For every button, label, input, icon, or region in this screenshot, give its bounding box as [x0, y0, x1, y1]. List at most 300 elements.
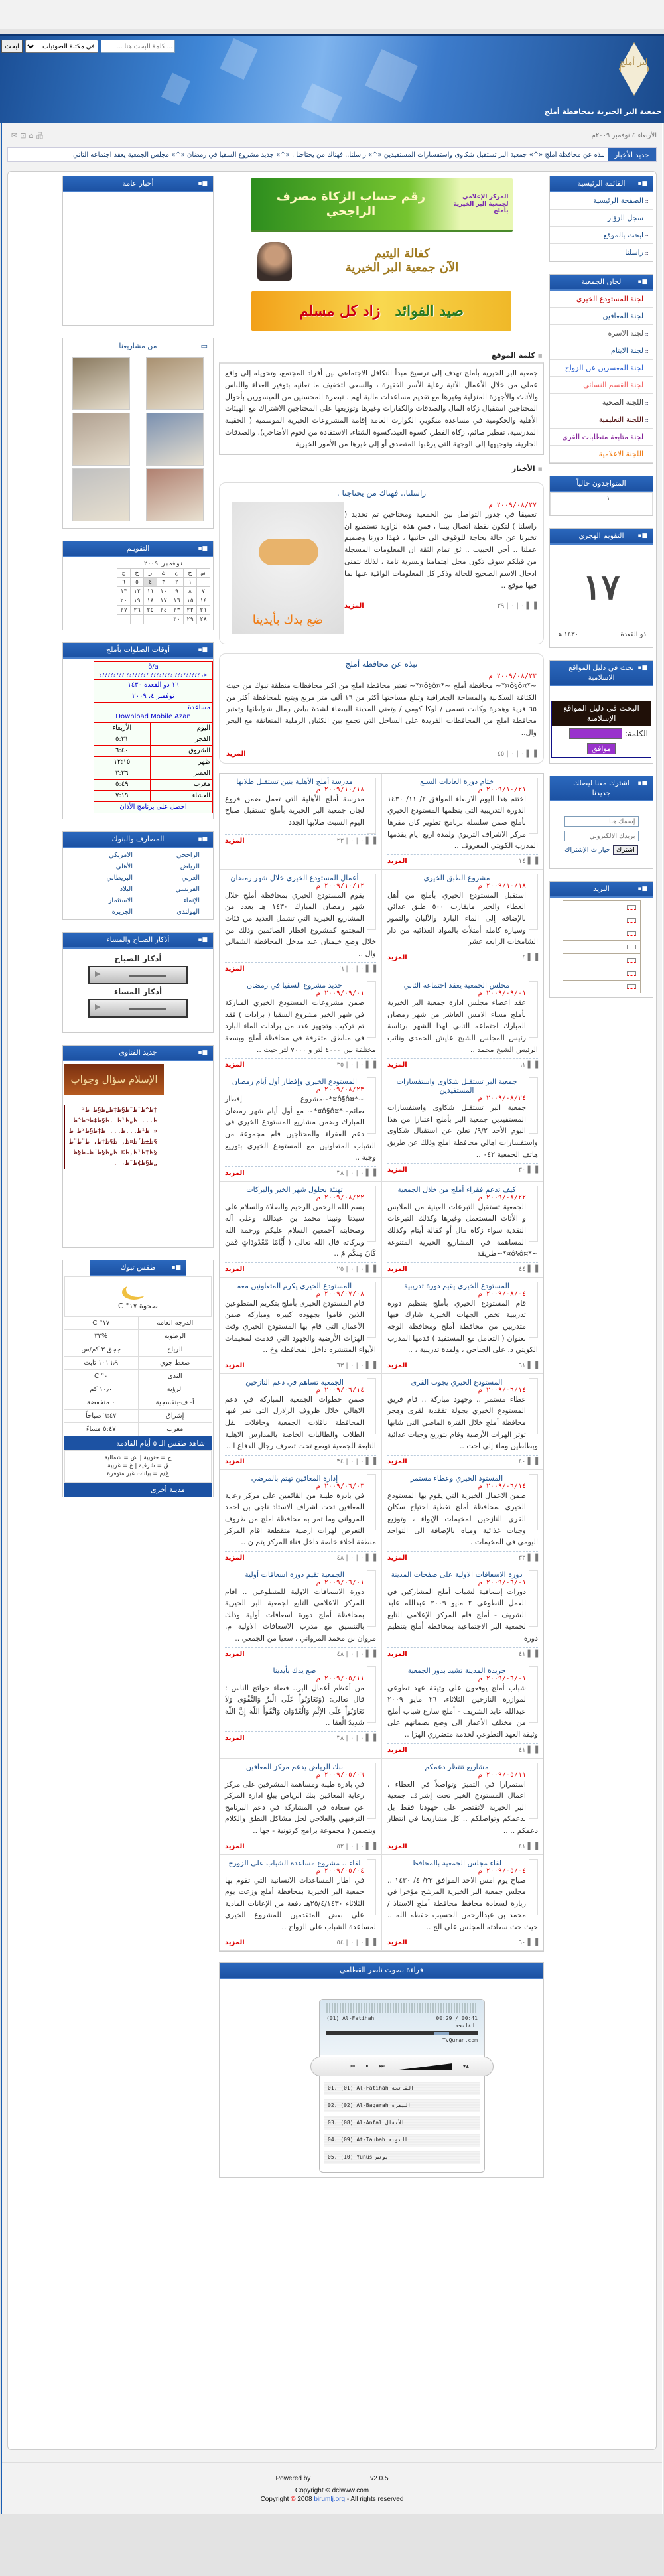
news-grid-item	[220, 1759, 381, 1855]
calendar-day[interactable]: ٢٠	[117, 596, 131, 606]
azkar-box	[62, 932, 214, 1033]
news-grid-item	[381, 1759, 543, 1855]
general-news-header: ■▪ أخبار عامة	[63, 176, 213, 192]
committee-item[interactable]: :: اللجنة التعليمية	[550, 411, 653, 429]
orphan-banner[interactable]: كفالة اليتيم الآن جمعية البر الخيرية	[251, 238, 513, 285]
calendar-day[interactable]: ٢١	[197, 606, 210, 615]
news-grid-item	[220, 1073, 381, 1182]
weekday-label: ح	[184, 569, 197, 578]
bank-link[interactable]: البلاد	[119, 886, 133, 894]
prayer-time: ٣:٢٦	[94, 768, 151, 780]
stats-icon: ▐▌	[525, 1061, 538, 1069]
mail-box	[549, 881, 653, 998]
weather-label: الرطوبة	[138, 1330, 212, 1343]
news-date: ٢٠٠٩/٠٩/٠١ م	[316, 990, 364, 998]
committee-item[interactable]: :: لجنة متابعة متطلبات القرى	[550, 429, 653, 446]
stats-icon: ▐▌	[364, 1265, 376, 1273]
news-item-title[interactable]: لقاء مجلس الجمعية بالمحافظ	[411, 1858, 502, 1867]
azkar-header: ■▪ أذكار الصباح والمساء	[63, 933, 213, 949]
bank-link[interactable]: الإنماء	[183, 897, 200, 905]
more-link[interactable]: المزيد	[225, 1061, 245, 1069]
news-date: ٢٠٠٩/٠٨/٢٤ م	[478, 1095, 526, 1103]
weather-value: ٠ منخفضة	[64, 1396, 139, 1410]
calendar-day[interactable]: ١٣	[117, 587, 131, 596]
news-thumbnail[interactable]	[367, 1763, 376, 1819]
bank-link[interactable]: الرياض	[180, 863, 200, 871]
directory-box	[549, 660, 653, 764]
news-item-title[interactable]: المستود الخيري وعطاء مستمر	[410, 1473, 503, 1483]
news-thumbnail[interactable]	[367, 778, 376, 834]
sitemap-icon[interactable]: 品	[36, 131, 44, 140]
news-thumbnail[interactable]	[529, 1570, 538, 1627]
news-thumbnail[interactable]	[367, 1474, 376, 1530]
mail-row[interactable]	[563, 940, 641, 953]
news-thumbnail[interactable]	[529, 1763, 538, 1819]
weather-value: %٣٢	[64, 1330, 139, 1343]
calendar-day[interactable]: ٧	[197, 587, 210, 596]
weather-box	[62, 1260, 214, 1497]
menu-item-guestbook[interactable]: :: سجل الزوّار	[550, 210, 653, 227]
subscribe-email-input[interactable]	[564, 831, 639, 841]
more-link[interactable]: المزيد	[225, 1169, 245, 1177]
calendar-day[interactable]: ٥	[131, 578, 144, 587]
news-thumbnail[interactable]	[367, 1282, 376, 1338]
ticker-label: جديد الأخبار	[608, 148, 656, 161]
weather-header: ■▪ طقس تبوك	[90, 1260, 186, 1276]
banks-list	[63, 848, 213, 919]
mail-row[interactable]	[563, 953, 641, 967]
prayer-time: ٧:١٩	[94, 791, 151, 802]
news-text: في بادرة طيبة ومساهمة المشرفين على مركز رعاية المعاقين بنك الرياض يبلغ ادارة المركز عن سعادة في المشاركة في دعم البرنامج الترفيهي والعلاجي لحل مشاكل النطق والكلام ويتضمن ( مجموعة برامج كرتونية - جها ..	[225, 1779, 376, 1835]
site-logo[interactable]	[615, 41, 652, 102]
news-text: استمرارا في التميز وتواصلاً في العطاء ، اعمال المستودع الخير تحت إشراف جمعية البر الخيرية لاتقتصر على جهودنا فقط بل بدعمكم وتواصلكم .. كل مشاريعنا في انتظار دعمكم .. ..	[387, 1779, 538, 1835]
subscribe-box	[549, 776, 653, 869]
news-text: قام المستودع الخيرى بأملج بتكريم المتطوعين الذين قاموا بجهوده كبيره ومباركه ضمن الأعمال التى قام بها المستودع الخيري وقت الهزات الأرضية والجهود التي قدمت لمخيمات الأيواء المنتشره داخل المحافظه وخ ..	[225, 1298, 376, 1355]
news-item-title[interactable]: مشاريع تنتظر دعمكم	[425, 1762, 489, 1771]
news-item-title[interactable]: بنك الرياض يدعم مركز المعاقين	[245, 1762, 344, 1771]
news-thumbnail[interactable]	[367, 1186, 376, 1242]
news-meta: ▐▌ ٦١	[518, 1061, 538, 1069]
zakat-banner[interactable]: المركز الإعلامي لجمعية البر الخيرية بأملج رقم حساب الزكاة مصرف الراجحي	[251, 178, 513, 232]
top-divider	[0, 29, 664, 34]
playlist-track[interactable]: 04. (09) At-Taubah التوبة	[324, 2134, 480, 2147]
volume-slider[interactable]	[399, 2063, 452, 2070]
news-date: ٢٠٠٩/٠٨/٢٣ م	[488, 672, 537, 680]
morning-azkar-player[interactable]	[88, 966, 188, 984]
dateline	[2, 123, 662, 147]
news-thumbnail[interactable]	[529, 1859, 538, 1915]
news-thumbnail[interactable]	[367, 981, 376, 1038]
bank-link[interactable]: الراجحي	[176, 852, 200, 860]
box-dots-icon: ■▪	[637, 780, 647, 787]
news-item-title[interactable]: المستودع الخيري يكرم المتعاونين معه	[237, 1281, 352, 1290]
weather-value: ١٠٫٠ كم	[64, 1383, 139, 1396]
ticker-items[interactable]: نبذه عن محافظة أملج «^» جمعية البر تستقبل شكاوى واستفسارات المستفيدين «^» راسلنا.. فهناك من يحتاجنا . «^» جديد مشروع السقيا في رمضان «^» مجلس الجمعية يعقد اجتماعه الثاني	[73, 151, 605, 159]
calendar-day[interactable]: ١٥	[184, 596, 197, 606]
weather-label: إشراق	[138, 1410, 212, 1423]
calendar-day[interactable]: ١٢	[131, 587, 144, 596]
calendar-day[interactable]: ٢٧	[117, 606, 131, 615]
calendar-day[interactable]: ١٨	[144, 596, 157, 606]
mail-icon[interactable]: ✉	[11, 131, 18, 140]
project-thumbnail[interactable]	[72, 468, 130, 521]
more-link[interactable]: المزيد	[225, 1361, 245, 1369]
main-content	[7, 171, 657, 2450]
committee-item[interactable]: :: لجنة المعسرين عن الزواج	[550, 360, 653, 377]
more-link[interactable]: المزيد	[387, 1746, 407, 1754]
project-thumbnail[interactable]	[146, 413, 204, 466]
news-item-title[interactable]: ختام دورة العادات السبع	[420, 777, 494, 786]
playlist-track[interactable]: 05. (10) Yunus يونس	[324, 2151, 480, 2164]
menu-item-search[interactable]: :: ابحث بالموقع	[550, 227, 653, 244]
more-link[interactable]: المزيد	[387, 1938, 407, 1946]
prayer-box	[62, 642, 214, 819]
prayer-time: ٦:٤٠	[94, 746, 151, 757]
calendar-day[interactable]: ٢٦	[131, 606, 144, 615]
expand-icon[interactable]: ▾▴	[462, 2063, 469, 2070]
news-item-title[interactable]: المستودع الخيري يجوب القرى	[411, 1377, 503, 1387]
news-meta: ▐▌ ٠ | ٠ | ٣٩	[497, 602, 537, 610]
box-dots-icon: ■▪	[198, 647, 208, 653]
stats-icon: ▐▌	[525, 953, 538, 961]
news-thumbnail[interactable]	[529, 1378, 538, 1434]
project-thumbnail[interactable]	[72, 357, 130, 410]
evening-azkar-label: أذكار المساء	[113, 987, 163, 997]
bank-link[interactable]: الأهلي	[115, 863, 133, 871]
get-azan-app-link[interactable]: احصل على برنامج الأذان	[94, 802, 213, 813]
general-news-body	[63, 192, 213, 325]
calendar-header: ■▪ التقويـم	[63, 541, 213, 557]
search-input[interactable]	[101, 40, 175, 53]
news-meta: ▐▌ ٠ | ٠ | ٢٥	[336, 1265, 376, 1273]
hijri-year: ١٤٣٠ هـ	[557, 631, 578, 638]
news-thumbnail[interactable]	[529, 874, 538, 930]
banks-box	[62, 831, 214, 920]
box-dots-icon: ■▪	[637, 665, 647, 671]
news-date: ٢٠٠٩/٠٦/٠١ م	[478, 1674, 526, 1682]
subscribe-button[interactable]: اشترك	[613, 845, 638, 855]
home-icon[interactable]: ⌂	[29, 131, 34, 140]
news-date: ٢٠٠٩/١٠/١٨ م	[316, 785, 364, 793]
envelope-icon	[627, 958, 636, 963]
more-link[interactable]: المزيد	[225, 1554, 245, 1562]
more-link[interactable]: المزيد	[225, 1938, 245, 1946]
calendar-day[interactable]: ٢٥	[144, 606, 157, 615]
site-link[interactable]: birumlj.org	[314, 2496, 346, 2503]
equalizer	[326, 2003, 478, 2013]
calendar-day[interactable]: ١٩	[131, 596, 144, 606]
calendar-day[interactable]: ١	[184, 578, 197, 587]
calendar-day[interactable]: ١٤	[197, 596, 210, 606]
news-meta: ▐▌ ٠ | ٠ | ٢٣	[336, 837, 376, 845]
bank-link[interactable]: الامريكي	[109, 852, 133, 860]
news-grid-item	[220, 977, 381, 1073]
news-item-title[interactable]: جريدة المدينة تشيد بدور الجمعية	[407, 1666, 506, 1675]
news-meta: ▐▌ ٣٣	[518, 1554, 538, 1562]
stats-icon: ▐▌	[525, 1842, 538, 1850]
search-button[interactable]: ابحث	[1, 40, 23, 53]
committee-item[interactable]: :: اللجنة الصحية	[550, 394, 653, 411]
news-text: اختتم هذا اليوم الاربعاء الموافق ٢/ ١١/ ١٤٣٠ الدورة التدريبية التى ينظمها المستودع الخيري بأملج ضمن سلسلة برنامج تطوير كان مقرها مركز الاشراف التربوي ولمدة اربع ايام يقدمها المدرب الكويتي المعروف ..	[387, 794, 538, 850]
committee-item[interactable]: :: لجنة الايتام	[550, 342, 653, 360]
main-menu-box	[549, 176, 653, 262]
news-thumbnail[interactable]	[367, 1378, 376, 1434]
news-text: ضمن مشروعات المستودع الخيري المباركة في شهر الخير مشروع السقيا ( برادات ) فقد تم تركيب وتجهيز عدد من برادات الماء البارد في مناطق متفرقة في محافظة أملج وبسعة مختلفة بين ٤٠٠٠ لتر و ٧٠٠٠ لتر حيث ..	[225, 998, 376, 1054]
calendar-day[interactable]: ٨	[184, 587, 197, 596]
featured-image[interactable]	[232, 502, 344, 634]
project-thumbnail[interactable]	[146, 357, 204, 410]
site-word-text: جمعية البر الخيرية بأملج تهدف إلى ترسيخ مبدأ التكافل الاجتماعي بين أفراد المجتمع، وتحويله إلى واقع عملي من خلال الأعمال الآتية رعاية الأسر الفقيرة ، والسعي لتخفيف ما تعانيه بتوفير الغذاء واللباس والأثاث والأجهزة المنزلية وغيرها مع تقديم مساعدات مالية لهم . تبصرة المحسنين من الميسورين بأحوال المحتاجين استقبال زكاة المال والصدقات والكفارات وغيرها وتوزيعها على المحتاجين الاشتراك مع الهيئات الأهلية والحكومية في مساعدة منكوبي الكوارث العامة إقامة المشروعات الخيرية الموسمية ( الحقيبة المدرسية، تفطير صائم، زكاة الفطر، كسوة العيد،كسوة الشتاء، الاستفادة من لحوم الأضاحي)، والصدقات الجارية، وتوجيهها إلى الوجهة التي يرغبها المتصدق أو إلى غيرها من الأمور الخيرية	[219, 362, 544, 455]
weekday-label: ث	[157, 569, 170, 578]
calendar-day	[131, 615, 144, 624]
directory-keyword-label: الكلمة:	[624, 729, 648, 739]
news-meta: ▐▌ ٤١	[518, 1746, 538, 1754]
news-item-title[interactable]: ضع يدك بأيدينا	[273, 1666, 316, 1675]
news-thumbnail[interactable]	[367, 1570, 376, 1627]
news-grid-item	[381, 1566, 543, 1662]
news-item-title[interactable]: مدرسة أملج الأهلية بنين تستقبل طلابها	[236, 777, 353, 786]
more-link[interactable]: المزيد	[387, 857, 407, 865]
project-thumbnail[interactable]	[146, 468, 204, 521]
download-azan-link[interactable]: Download Mobile Azan	[115, 713, 191, 721]
more-link[interactable]: المزيد	[225, 965, 245, 973]
news-thumbnail[interactable]	[529, 1077, 538, 1134]
box-dots-icon: ■▪	[637, 886, 647, 893]
more-link[interactable]: المزيد	[387, 1265, 407, 1273]
stats-icon: ▐▌	[364, 1735, 376, 1743]
online-box	[549, 476, 653, 516]
calendar-day[interactable]: ٢٩	[184, 615, 197, 624]
weekday-label: س	[197, 569, 210, 578]
news-grid-item	[220, 1278, 381, 1374]
news-meta: ▐▌ ٠ | ٠ | ٤٨	[336, 1554, 376, 1562]
stats-icon: ▐▌	[364, 1938, 376, 1946]
more-link[interactable]: المزيد	[225, 1457, 245, 1465]
news-thumbnail[interactable]	[529, 981, 538, 1038]
news-item-title[interactable]: المستودع الخيري يقيم دورة تدريبية	[404, 1281, 509, 1290]
prayer-header: ■▪ أوقات الصلوات بأملج	[63, 643, 213, 659]
weekday-label: خ	[131, 569, 144, 578]
more-link[interactable]: المزيد	[387, 1842, 407, 1850]
mail-row[interactable]	[563, 900, 641, 914]
news-item-title[interactable]: إدارة المعاقين تهتم بالمرضي	[251, 1473, 338, 1483]
news-item-title[interactable]: دورة الاسعافات الاولية على صفحات المدينة	[391, 1570, 523, 1579]
fatwa-banner-image[interactable]: الإسلام سؤال وجواب	[64, 1064, 164, 1095]
more-link[interactable]: المزيد	[225, 1735, 245, 1743]
menu-item-home[interactable]: :: الصفحة الرئيسية	[550, 192, 653, 210]
media-center-logo: المركز الإعلامي لجمعية البر الخيرية بأملج	[453, 193, 509, 215]
previous-icon[interactable]: ⏮	[350, 2063, 356, 2070]
more-link[interactable]: المزيد	[387, 1650, 407, 1658]
playlist-track[interactable]: 03. (08) Al-Anfal الأنفال	[324, 2116, 480, 2130]
calendar-day[interactable]: ٣٠	[170, 615, 184, 624]
playlist-track[interactable]: 02. (02) Al-Baqarah البقرة	[324, 2099, 480, 2112]
weather-value: ٥:٤٧ مساءً	[64, 1423, 139, 1436]
forecast-link[interactable]: شاهد طقس الـ ٥ أيام القادمة	[64, 1436, 212, 1450]
envelope-icon	[627, 984, 636, 989]
more-link[interactable]: المزيد	[387, 953, 407, 961]
news-item-title[interactable]: كيف تدعم فقراء أملج من خلال الجمعية	[397, 1185, 516, 1194]
next-icon[interactable]: ⏭	[379, 2063, 385, 2070]
stats-icon: ▐▌	[364, 1554, 376, 1562]
mail-row[interactable]	[563, 927, 641, 940]
prayer-greg-date: نوفمبر ٤، ٢٠٠٩	[94, 691, 213, 703]
calendar-day[interactable]: ١٧	[157, 596, 170, 606]
more-link[interactable]: المزيد	[344, 602, 364, 610]
news-grid-item	[381, 1374, 543, 1470]
bank-link[interactable]: الهولندي	[176, 908, 200, 916]
site-word-title: ▪ كلمة الموقع	[220, 351, 543, 360]
evening-azkar-player[interactable]	[88, 999, 188, 1018]
envelope-icon	[627, 971, 636, 976]
weekday-label: ر	[144, 569, 157, 578]
news-item-title[interactable]: الجمعية تقيم دورة اسعافات أولية	[245, 1570, 344, 1579]
news-text: يقوم المستودع الخيري بمحافظة أملج خلال شهر رمضان المبارك ١٤٣٠ هـ بعدد من المشاريع الخيرية التي تشمل العديد من فئات المجتمع كمشروع افطار الصائمين وذلك من خلال وضع خيمتان عند مدخل المحافظة الشمالي وال ..	[225, 890, 376, 958]
news-thumbnail[interactable]	[529, 1666, 538, 1723]
committee-item[interactable]: :: لجنة المعاقين	[550, 308, 653, 325]
pause-icon[interactable]: ⏸	[365, 2063, 369, 2070]
news-meta: ▐▌ ٦١	[518, 1361, 538, 1369]
news-date: ٢٠٠٩/١٠/١٢ م	[316, 882, 364, 890]
box-dots-icon: ■▪	[637, 180, 647, 187]
news-item-title[interactable]: مجلس الجمعية يعقد اجتماعه الثاني	[403, 981, 510, 990]
other-city-link[interactable]: مدينة أخرى	[64, 1483, 212, 1497]
committee-item[interactable]: :: لجنة القسم النسائي	[550, 377, 653, 394]
news-text: ضمن خطوات الجمعية المباركة في دعم الاهالي خلال ظروف الزلازل التى تمر فيها المحافظة ناقلات الجمعية وحافلات نقل الطلاب والطالبات الخاصة بالمدارس الاهلية التابعة للجمعية توضع تحت تصرف رجال الدفاع ا ..	[225, 1394, 376, 1451]
more-link[interactable]: المزيد	[226, 750, 246, 758]
more-link[interactable]: المزيد	[387, 1457, 407, 1465]
calendar-day[interactable]: ٤	[144, 578, 157, 587]
news-meta: ▐▌ ٠ | ٠ | ٣٨	[336, 1169, 376, 1177]
stats-icon: ▐▌	[364, 1842, 376, 1850]
news-item-title[interactable]: أعمال المستودع الخيري خلال شهر رمضان	[230, 873, 359, 882]
news-thumbnail[interactable]	[367, 874, 376, 930]
stats-icon: ▐▌	[525, 857, 538, 865]
stats-icon: ▐▌	[525, 1361, 538, 1369]
menu-item-contact[interactable]: :: راسلنا	[550, 244, 653, 261]
help-link[interactable]: مساعدة	[188, 704, 210, 712]
calendar-day[interactable]: ٢٨	[197, 615, 210, 624]
saaid-banner[interactable]: صيد الفوائد زاد كل مسلم	[251, 291, 511, 331]
calendar-day[interactable]: ١٦	[170, 596, 184, 606]
news-meta: ▐▌ ١٤	[518, 857, 538, 865]
weather-value: ١٠١٦٫٩ ثابت	[64, 1357, 139, 1370]
stats-icon: ▐▌	[364, 1361, 376, 1369]
news-thumbnail[interactable]	[529, 778, 538, 834]
calendar-day[interactable]: ٢٣	[170, 606, 184, 615]
news-item-title[interactable]: المستودع الخيري وإفطار أول أيام رمضان	[232, 1077, 358, 1087]
news-date: ٢٠٠٩/٠٥/١١ م	[316, 1674, 364, 1682]
news-thumbnail[interactable]	[367, 1666, 376, 1723]
progress-bar[interactable]	[326, 2031, 478, 2035]
committee-item[interactable]: :: لجنة الاسرة	[550, 325, 653, 342]
news-thumbnail[interactable]	[367, 1077, 376, 1134]
more-link[interactable]: المزيد	[225, 837, 245, 845]
player-brand: TvQuran.com	[442, 2037, 478, 2043]
bank-link[interactable]: الاستثمار	[108, 897, 133, 905]
stats-icon: ▐▌	[525, 1457, 538, 1465]
news-date: ٢٠٠٩/٠٨/٢٢ م	[316, 1193, 364, 1201]
fatwa-text[interactable]: †ط^ط¯ط¨ط§ط‡ظ„ظ§ط ط²ط... ظ„ظ¹ط .ط§ط‡ط¬ط^ط « ظ¹ط...ظ... ظ‡ط§ط³ط ط§ط±ط´ط¤ظ‚ ط§ط†ط، ط¨ط¨ط§ظ†ط¹ظ‚ط© ظ„ظ§ط´ظ…ط§ظ„ط§ظ¢ط¨ط، .	[64, 1105, 164, 1169]
news-item-title[interactable]: جمعية البر تستقبل شكاوى واستفسارات المستفيدين	[396, 1077, 517, 1095]
weather-label: الرؤية	[138, 1383, 212, 1396]
calendar-day[interactable]: ١٠	[157, 587, 170, 596]
box-dots-icon: ■▪	[198, 937, 208, 944]
calendar-day[interactable]: ١١	[144, 587, 157, 596]
news-item-title[interactable]: تهنئة بحلول شهر الخير والبركات	[246, 1185, 343, 1194]
more-link[interactable]: المزيد	[225, 1842, 245, 1850]
featured-title[interactable]: نبذه عن محافظة أملج	[345, 659, 418, 669]
news-thumbnail[interactable]	[529, 1282, 538, 1338]
news-item-title[interactable]: الجمعية تساهم في دعم النازحين	[245, 1377, 344, 1387]
calendar-day[interactable]: ٢٢	[184, 606, 197, 615]
search-scope-select[interactable]	[25, 40, 98, 53]
news-thumbnail[interactable]	[367, 1859, 376, 1915]
more-link[interactable]: المزيد	[387, 1061, 407, 1069]
news-grid-item	[381, 977, 543, 1073]
directory-keyword-input[interactable]	[569, 728, 622, 739]
fatwa-header: ■▪ جديد الفتاوى	[63, 1046, 213, 1061]
bank-link[interactable]: العربي	[181, 874, 200, 882]
more-link[interactable]: المزيد	[225, 1650, 245, 1658]
project-thumbnail[interactable]	[72, 413, 130, 466]
committee-item[interactable]: :: لجنة المستودع الخيري	[550, 291, 653, 308]
envelope-icon	[627, 931, 636, 936]
news-text: في بادرة طيبة من القائمين على مركز رعاية المعاقين تحت اشراف الاستاذ ناجي بن احمد المرواني وما تمر به محافظة املج من ظروف التعرض لهزات ارضية متقطعة اقام المركز منطقة اخلاء خاصة داخل فناء المركز يتم ن ..	[225, 1491, 376, 1547]
hijri-box	[549, 528, 653, 648]
news-item-title[interactable]: لقاء .. مشروع مساعدة الشباب على الزورج	[228, 1858, 361, 1867]
news-item-title[interactable]: مشروع الطبق الخيري	[423, 873, 490, 882]
mail-row[interactable]	[563, 967, 641, 980]
bank-link[interactable]: البريطاني	[106, 874, 133, 882]
calendar-day[interactable]: ٢	[170, 578, 184, 587]
committee-item[interactable]: :: اللجنة الاعلامية	[550, 446, 653, 463]
news-item-title[interactable]: جديد مشروع السقيا في رمضان	[246, 981, 343, 990]
calendar-day[interactable]: ٦	[117, 578, 131, 587]
image-calligraphy: ضع يدك بأيدينا	[252, 612, 324, 627]
stats-icon: ▐▌	[364, 1650, 376, 1658]
bank-link[interactable]: الجزيرة	[111, 908, 133, 916]
more-link[interactable]: المزيد	[387, 1166, 407, 1174]
stats-icon: ▐▌	[525, 1650, 538, 1658]
news-thumbnail[interactable]	[529, 1186, 538, 1242]
more-link[interactable]: المزيد	[387, 1361, 407, 1369]
stats-icon: ▐▌	[364, 837, 376, 845]
mail-row[interactable]	[563, 914, 641, 927]
featured-title[interactable]: راسلنا.. فهناك من يحتاجنا .	[336, 488, 427, 498]
calendar-day[interactable]: ٢٤	[157, 606, 170, 615]
more-link[interactable]: المزيد	[387, 1554, 407, 1562]
online-header: المتواجدون حالياً	[550, 476, 653, 492]
bank-link[interactable]: الفرنسي	[175, 886, 200, 894]
news-thumbnail[interactable]	[529, 1474, 538, 1530]
mail-row[interactable]	[563, 980, 641, 993]
news-date: ٢٠٠٩/٠٥/١١ م	[478, 1771, 526, 1779]
main-menu-header: ■▪ القائمة الرئيسية	[550, 176, 653, 192]
favorite-icon[interactable]: ⊡	[20, 131, 27, 140]
directory-submit-button[interactable]: موافق	[587, 743, 616, 754]
news-meta: ▐▌ ٣٠	[518, 1166, 538, 1174]
news-text: تعميقا في جذور التواصل بين الجمعية ومحتاجين تم تحديد ( راسلنا ) لتكون نقطة اتصال بيننا ، فمن هذه الزاوية تستطيع ان تخبرنا عن حالة بحاجة للوقوف الى جانبها ، فهذا دورنا وصميم عملنا .. أخي الحبيب .. ثق تمام الثقة ان المعلومات المسجلة من قبلكم سوف تكون محل اهتمامنا وبسرية تامة ، لذلك نتمنى ادخال الاسم الصحيح للحالة وذكر كل المعلومات الوافية عنها بما فيها موقع ..	[344, 509, 537, 590]
playlist-track[interactable]: 01. (01) Al-Fatihah الفاتحة	[324, 2082, 480, 2095]
subscribe-options-link[interactable]: خيارات الإشتراك	[564, 847, 610, 854]
calendar-day[interactable]: ٣	[157, 578, 170, 587]
grip-icon[interactable]: ⋮⋮	[327, 2063, 339, 2070]
news-grid-item	[381, 870, 543, 978]
subscribe-name-input[interactable]	[564, 816, 639, 827]
calendar-day[interactable]: ٩	[170, 587, 184, 596]
more-link[interactable]: المزيد	[225, 1265, 245, 1273]
